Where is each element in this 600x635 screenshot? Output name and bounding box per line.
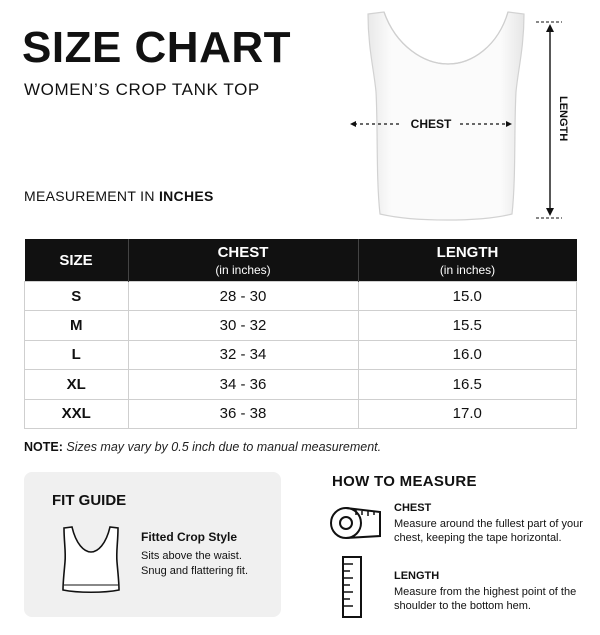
how-chest-desc: Measure around the fullest part of your chest, keeping the tape horizontal. [394,518,583,544]
chest-cell: 36 - 38 [128,399,358,428]
header-length: LENGTH (in inches) [358,239,577,282]
fit-guide-card [24,472,281,617]
measuring-tape-icon [328,503,384,543]
size-table [24,239,577,429]
table-row [25,399,577,428]
how-length-desc: Measure from the highest point of the shoulder to the bottom hem. [394,586,577,612]
length-cell: 17.0 [358,399,577,428]
size-cell: L [25,340,129,369]
note-label: NOTE: [24,440,63,454]
table-row [25,370,577,399]
chest-cell: 32 - 34 [128,340,358,369]
how-length [394,570,584,613]
size-cell: M [25,311,129,340]
length-cell: 15.0 [358,282,577,311]
crop-top-icon [56,524,126,594]
chest-label: CHEST [410,117,452,131]
page-subtitle: WOMEN’S CROP TANK TOP [24,80,260,99]
page-title: SIZE CHART [22,23,291,72]
header-size: SIZE [25,239,129,282]
table-header-row [25,239,577,282]
chest-cell: 28 - 30 [128,282,358,311]
size-cell: XXL [25,399,129,428]
table-row [25,311,577,340]
measurement-prefix: MEASUREMENT IN [24,188,155,204]
length-label: LENGTH [557,96,569,142]
fit-style-description: Sits above the waist. Snug and flattering fit. [141,550,249,577]
note-text: Sizes may vary by 0.5 inch due to manual measurement. [66,440,382,454]
ruler-icon [341,556,363,618]
length-cell: 16.0 [358,340,577,369]
how-chest-title: CHEST [394,502,432,514]
chest-cell: 34 - 36 [128,370,358,399]
how-to-measure-title: HOW TO MEASURE [332,473,477,490]
fit-style-name: Fitted Crop Style [141,530,238,544]
size-cell: S [25,282,129,311]
length-cell: 15.5 [358,311,577,340]
table-row [25,340,577,369]
fit-guide-title: FIT GUIDE [52,492,127,509]
tank-top-illustration [340,8,580,228]
size-cell: XL [25,370,129,399]
how-chest [394,502,584,545]
how-length-title: LENGTH [394,570,440,582]
header-chest: CHEST (in inches) [128,239,358,282]
measurement-unit-value: INCHES [158,188,214,204]
note [24,440,381,454]
measurement-unit [24,188,214,204]
table-row [25,282,577,311]
length-cell: 16.5 [358,370,577,399]
chest-cell: 30 - 32 [128,311,358,340]
